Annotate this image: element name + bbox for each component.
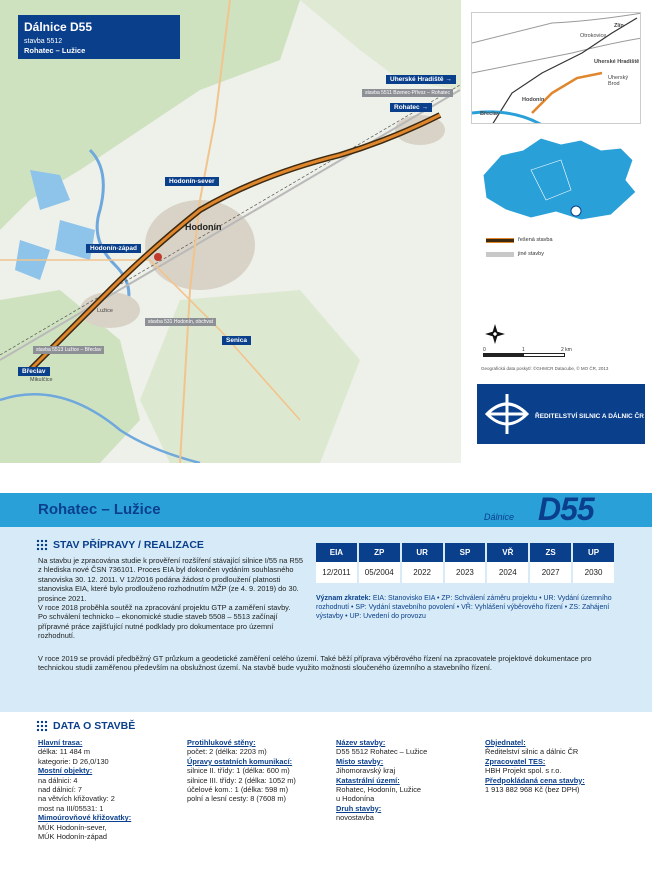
inset-city-otrokovice: Otrokovice [580, 33, 607, 39]
phase-v-zs: 2027 [530, 562, 571, 583]
czech-republic-map [461, 130, 652, 230]
hlavni-1: délka: 11 484 m [38, 747, 91, 757]
rsd-logo-icon [481, 388, 533, 440]
obj-label: Objednatel: [485, 738, 526, 747]
abbreviations [316, 594, 622, 621]
dots-icon [36, 539, 48, 551]
mosty-2: nad dálnicí: 7 [38, 785, 82, 795]
mkk-label: Mimoúrovňové křižovatky: [38, 813, 132, 823]
data-title-text: DATA O STAVBĚ [53, 720, 136, 732]
mkk-2: MÚK Hodonín-západ [38, 832, 108, 842]
misto-label: Místo stavby: [336, 756, 384, 766]
city-mikulcice: Mikulčice [30, 377, 53, 383]
map-title: Dálnice D55 [18, 17, 180, 37]
upravy-4: polní a lesní cesty: 8 (7608 m) [187, 794, 287, 804]
phase-h-eia: EIA [316, 543, 357, 562]
dots-icon [36, 720, 48, 732]
phase-v-vr: 2024 [487, 562, 528, 583]
legend-resena-swatch [486, 238, 514, 243]
kat-1: Rohatec, Hodonín, Lužice [336, 785, 422, 795]
legend-resena [486, 237, 553, 243]
tag-uherske-hradiste: Uherské Hradiště → [386, 75, 456, 84]
mkk-1: MÚK Hodonín-sever, [38, 822, 107, 832]
kat-label: Katastrální území: [336, 775, 400, 785]
stav-p2: V roce 2018 proběhla soutěž na zpracování projektu GTP a zaměření stavby. [38, 603, 291, 613]
obj-1: Ředitelství silnic a dálnic ČR [485, 747, 579, 757]
regional-inset-map [471, 12, 641, 124]
city-hodonin: Hodonín [185, 222, 222, 232]
phase-v-zp: 05/2004 [359, 562, 400, 583]
tag-breclav: Břeclav [18, 367, 50, 376]
section-header [0, 493, 652, 527]
legend-jine [486, 251, 544, 257]
map-graphic [0, 0, 461, 463]
section-name: Rohatec – Lužice [38, 501, 161, 518]
inset-graphic [472, 13, 641, 124]
upravy-2: silnice III. třídy: 2 (délka: 1052 m) [187, 775, 296, 785]
route-map[interactable] [0, 0, 461, 463]
mosty-1: na dálnici: 4 [38, 775, 78, 785]
data-col-1 [38, 738, 131, 841]
steny-1: počet: 2 (délka: 2203 m) [187, 747, 267, 757]
data-col-2 [187, 738, 296, 804]
map-title-box [18, 15, 180, 59]
inset-city-breclav: Břeclav [480, 111, 500, 117]
stav-title-text: STAV PŘÍPRAVY / REALIZACE [53, 539, 204, 551]
phase-h-up: UP [573, 543, 614, 562]
data-col-3 [336, 738, 427, 823]
phase-value-row [316, 562, 614, 583]
inset-city-zlin: Zlín [614, 23, 624, 29]
tag-rohatec: Rohatec → [390, 103, 432, 112]
cena-1: 1 913 882 968 Kč (bez DPH) [485, 785, 580, 795]
phase-h-zp: ZP [359, 543, 400, 562]
scale-zero: 0 [483, 347, 486, 353]
mosty-4: most na III/05531: 1 [38, 803, 104, 813]
stav-p3: Po schválení technicko – ekonomické studie staveb 5508 – 5513 začínají přípravné práce zajišťující nutné podklady pro dokumentace pro územní rozhodnutí. [38, 612, 278, 641]
copyright: Geografická data poskytl: ©GHMCR Datacube, © MO ČR, 2013 [481, 366, 609, 371]
map-stavba: stavba 5512 [18, 37, 180, 45]
nazev-1: D55 5512 Rohatec – Lužice [336, 747, 428, 757]
upravy-3: účelové kom.: 1 (délka: 598 m) [187, 785, 289, 795]
dalnice-label: Dálnice [484, 512, 515, 522]
scale-one: 1 [522, 347, 525, 353]
zprac-1: HBH Projekt spol. s r.o. [485, 766, 562, 776]
legend-resena-label: řešená stavba [518, 237, 553, 243]
nazev-label: Název stavby: [336, 738, 386, 747]
stav-title [36, 539, 204, 551]
cena-label: Předpokládaná cena stavby: [485, 775, 585, 785]
kat-2: u Hodonína [336, 794, 375, 804]
tag-hodonin-zapad: Hodonín-západ [86, 244, 141, 253]
tag-stavba-5513: stavba 5513 Lužice – Břeclav [33, 346, 104, 354]
phase-v-up: 2030 [573, 562, 614, 583]
phase-v-ur: 2022 [402, 562, 443, 583]
upravy-1: silnice II. třídy: 1 (délka: 600 m) [187, 766, 290, 776]
hlavni-label: Hlavní trasa: [38, 738, 83, 747]
inset-city-ub: Uherský Brod [608, 75, 629, 87]
map-section: Rohatec – Lužice [18, 45, 180, 59]
data-title [36, 720, 135, 732]
stav-p4: V roce 2019 se provádí předběžný GT průzkum a geodetické zaměření celého území. Také běží příprava výběrového řízení na zpracovatele projektové dokumentace pro technickou studii zaměřenou především na obslužnost území. Na stavbě bude využito možnosti sloučeného územního a stavebního řízení. [38, 654, 592, 673]
phase-h-vr: VŘ [487, 543, 528, 562]
inset-city-hodonin: Hodonín [522, 97, 545, 103]
stav-text [38, 556, 306, 641]
inset-city-uh: Uherské Hradiště [594, 59, 640, 65]
phase-v-sp: 2023 [445, 562, 486, 583]
steny-label: Protihlukové stěny: [187, 738, 256, 747]
stav-p1: Na stavbu je zpracována studie k prověření rozšíření stávající silnice I/55 na R55 z hlediska nové ČSN 736101. Proces EIA byl dokončen vydáním souhlasného stanoviska 30. 12. 2011. V 12/2016 podána žádost o prodloužení platnosti stanoviska EIA, které bylo prodlouženo rozhodnutím MŽP (ze 4. 9. 2019) do 30. prosince 2021. [38, 556, 303, 603]
scale-bar [483, 353, 565, 357]
city-luzice: Lužice [97, 308, 113, 314]
abbr-text: EIA: Stanovisko EIA • ZP: Schválení záměru projektu • UR: Vydání územního rozhodnutí • SP: Vydání stavebního povolení • VŘ: Vyhlášení výběrového řízení • ZS: Zahájení výstavby • UP: Uvedení do provozu [316, 595, 612, 620]
tag-hodonin-sever: Hodonín-sever [165, 177, 219, 186]
tag-stavba-531: stavba 531 Hodonín, obchvat [145, 318, 216, 326]
druh-label: Druh stavby: [336, 803, 382, 813]
tag-stavba-5511: stavba 5511 Bzenec-Přívoz – Rohatec [362, 89, 453, 97]
highway-code: D55 [538, 491, 594, 527]
phase-h-ur: UR [402, 543, 443, 562]
mosty-3: na větvích křižovatky: 2 [38, 794, 115, 804]
zprac-label: Zpracovatel TES: [485, 756, 546, 766]
legend-jine-swatch [486, 252, 514, 257]
druh-1: novostavba [336, 813, 374, 823]
rsd-logo-box [477, 384, 645, 444]
misto-1: Jihomoravský kraj [336, 766, 396, 776]
tag-senica: Senica [222, 336, 251, 345]
phase-h-sp: SP [445, 543, 486, 562]
scale-two: 2 km [561, 347, 572, 353]
data-col-4 [485, 738, 585, 794]
phase-h-zs: ZS [530, 543, 571, 562]
phase-header-row [316, 543, 614, 562]
abbr-label: Význam zkratek: [316, 595, 371, 602]
mosty-label: Mostní objekty: [38, 766, 93, 776]
phase-v-eia: 12/2011 [316, 562, 357, 583]
rsd-name: ŘEDITELSTVÍ SILNIC A DÁLNIC ČR [535, 413, 644, 420]
phase-table [314, 543, 616, 583]
side-panel [461, 0, 652, 463]
hlavni-2: kategorie: D 26,0/130 [38, 756, 109, 766]
upravy-label: Úpravy ostatních komunikací: [187, 756, 293, 766]
legend-jine-label: jiné stavby [518, 251, 544, 257]
